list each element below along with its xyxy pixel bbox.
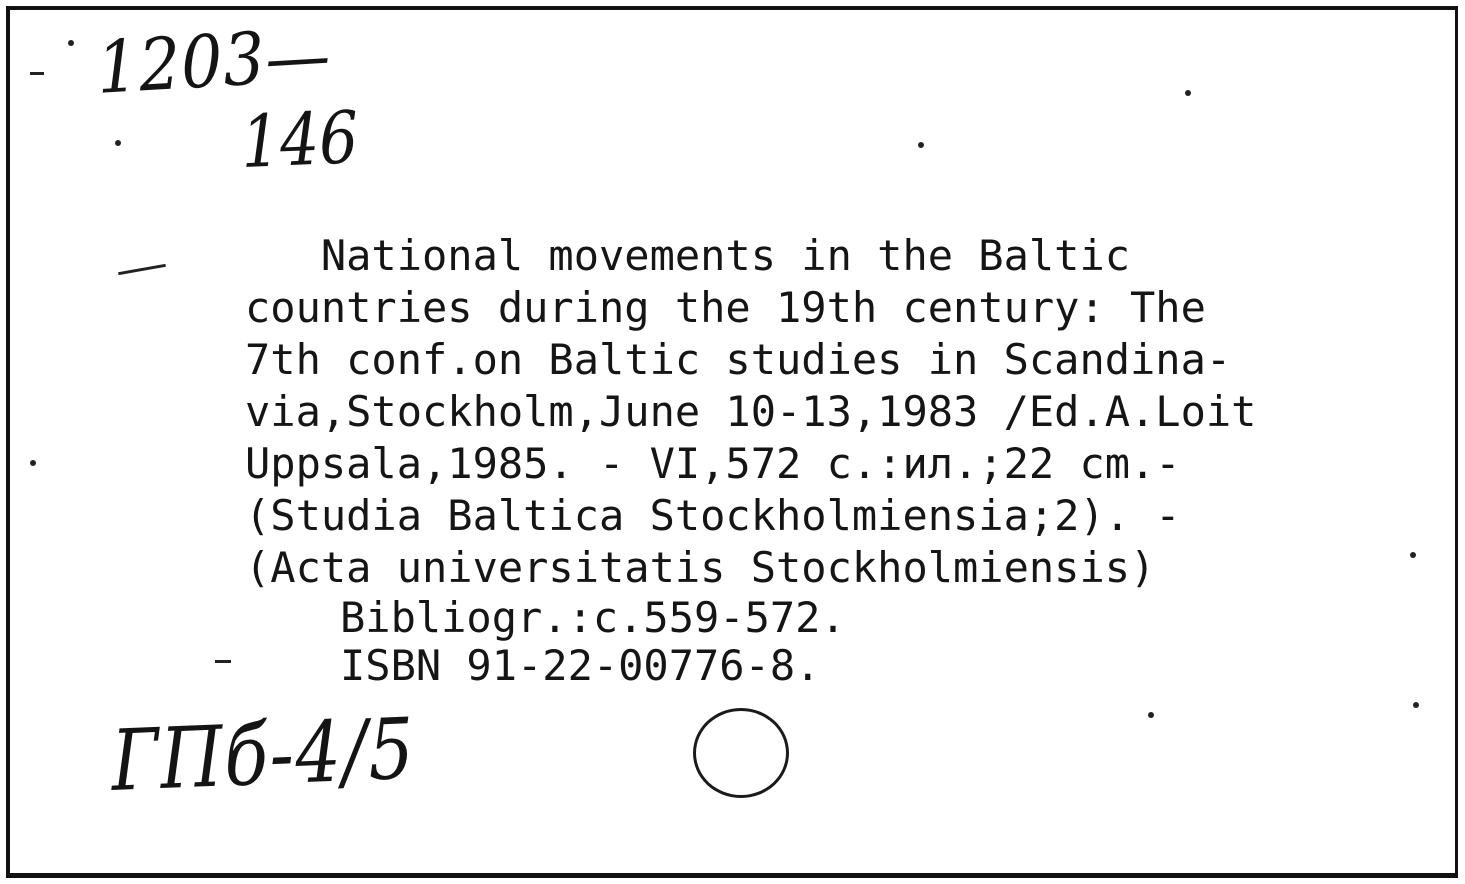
speck	[1148, 712, 1154, 718]
call-number-line-1: 1203—	[95, 12, 333, 110]
circle-stamp	[693, 708, 789, 798]
speck	[1410, 552, 1416, 558]
description-line-5: Uppsala,1985. - VI,572 c.:ил.;22 cm.-	[245, 439, 1181, 488]
isbn-line: ISBN 91-22-00776-8.	[340, 641, 821, 690]
mark-dash	[215, 660, 231, 663]
call-number-line-2: 146	[240, 95, 360, 184]
bibliography-note: Bibliogr.:c.559-572.	[340, 593, 846, 642]
shelf-mark: ГПб-4/5	[110, 699, 417, 810]
speck	[68, 40, 74, 46]
speck	[1413, 702, 1419, 708]
speck	[1185, 90, 1191, 96]
speck	[30, 460, 36, 466]
description-line-7: (Acta universitatis Stockholmiensis)	[245, 543, 1156, 592]
description-line-1: National movements in the Baltic	[245, 231, 1131, 280]
mark-dash	[30, 72, 44, 75]
description-line-2: countries during the 19th century: The	[245, 283, 1206, 332]
description-line-3: 7th conf.on Baltic studies in Scandina-	[245, 335, 1232, 384]
description-line-6: (Studia Baltica Stockholmiensia;2). -	[245, 491, 1181, 540]
description-line-4: via,Stockholm,June 10-13,1983 /Ed.A.Loit	[245, 387, 1257, 436]
speck	[115, 140, 121, 146]
speck	[918, 142, 924, 148]
